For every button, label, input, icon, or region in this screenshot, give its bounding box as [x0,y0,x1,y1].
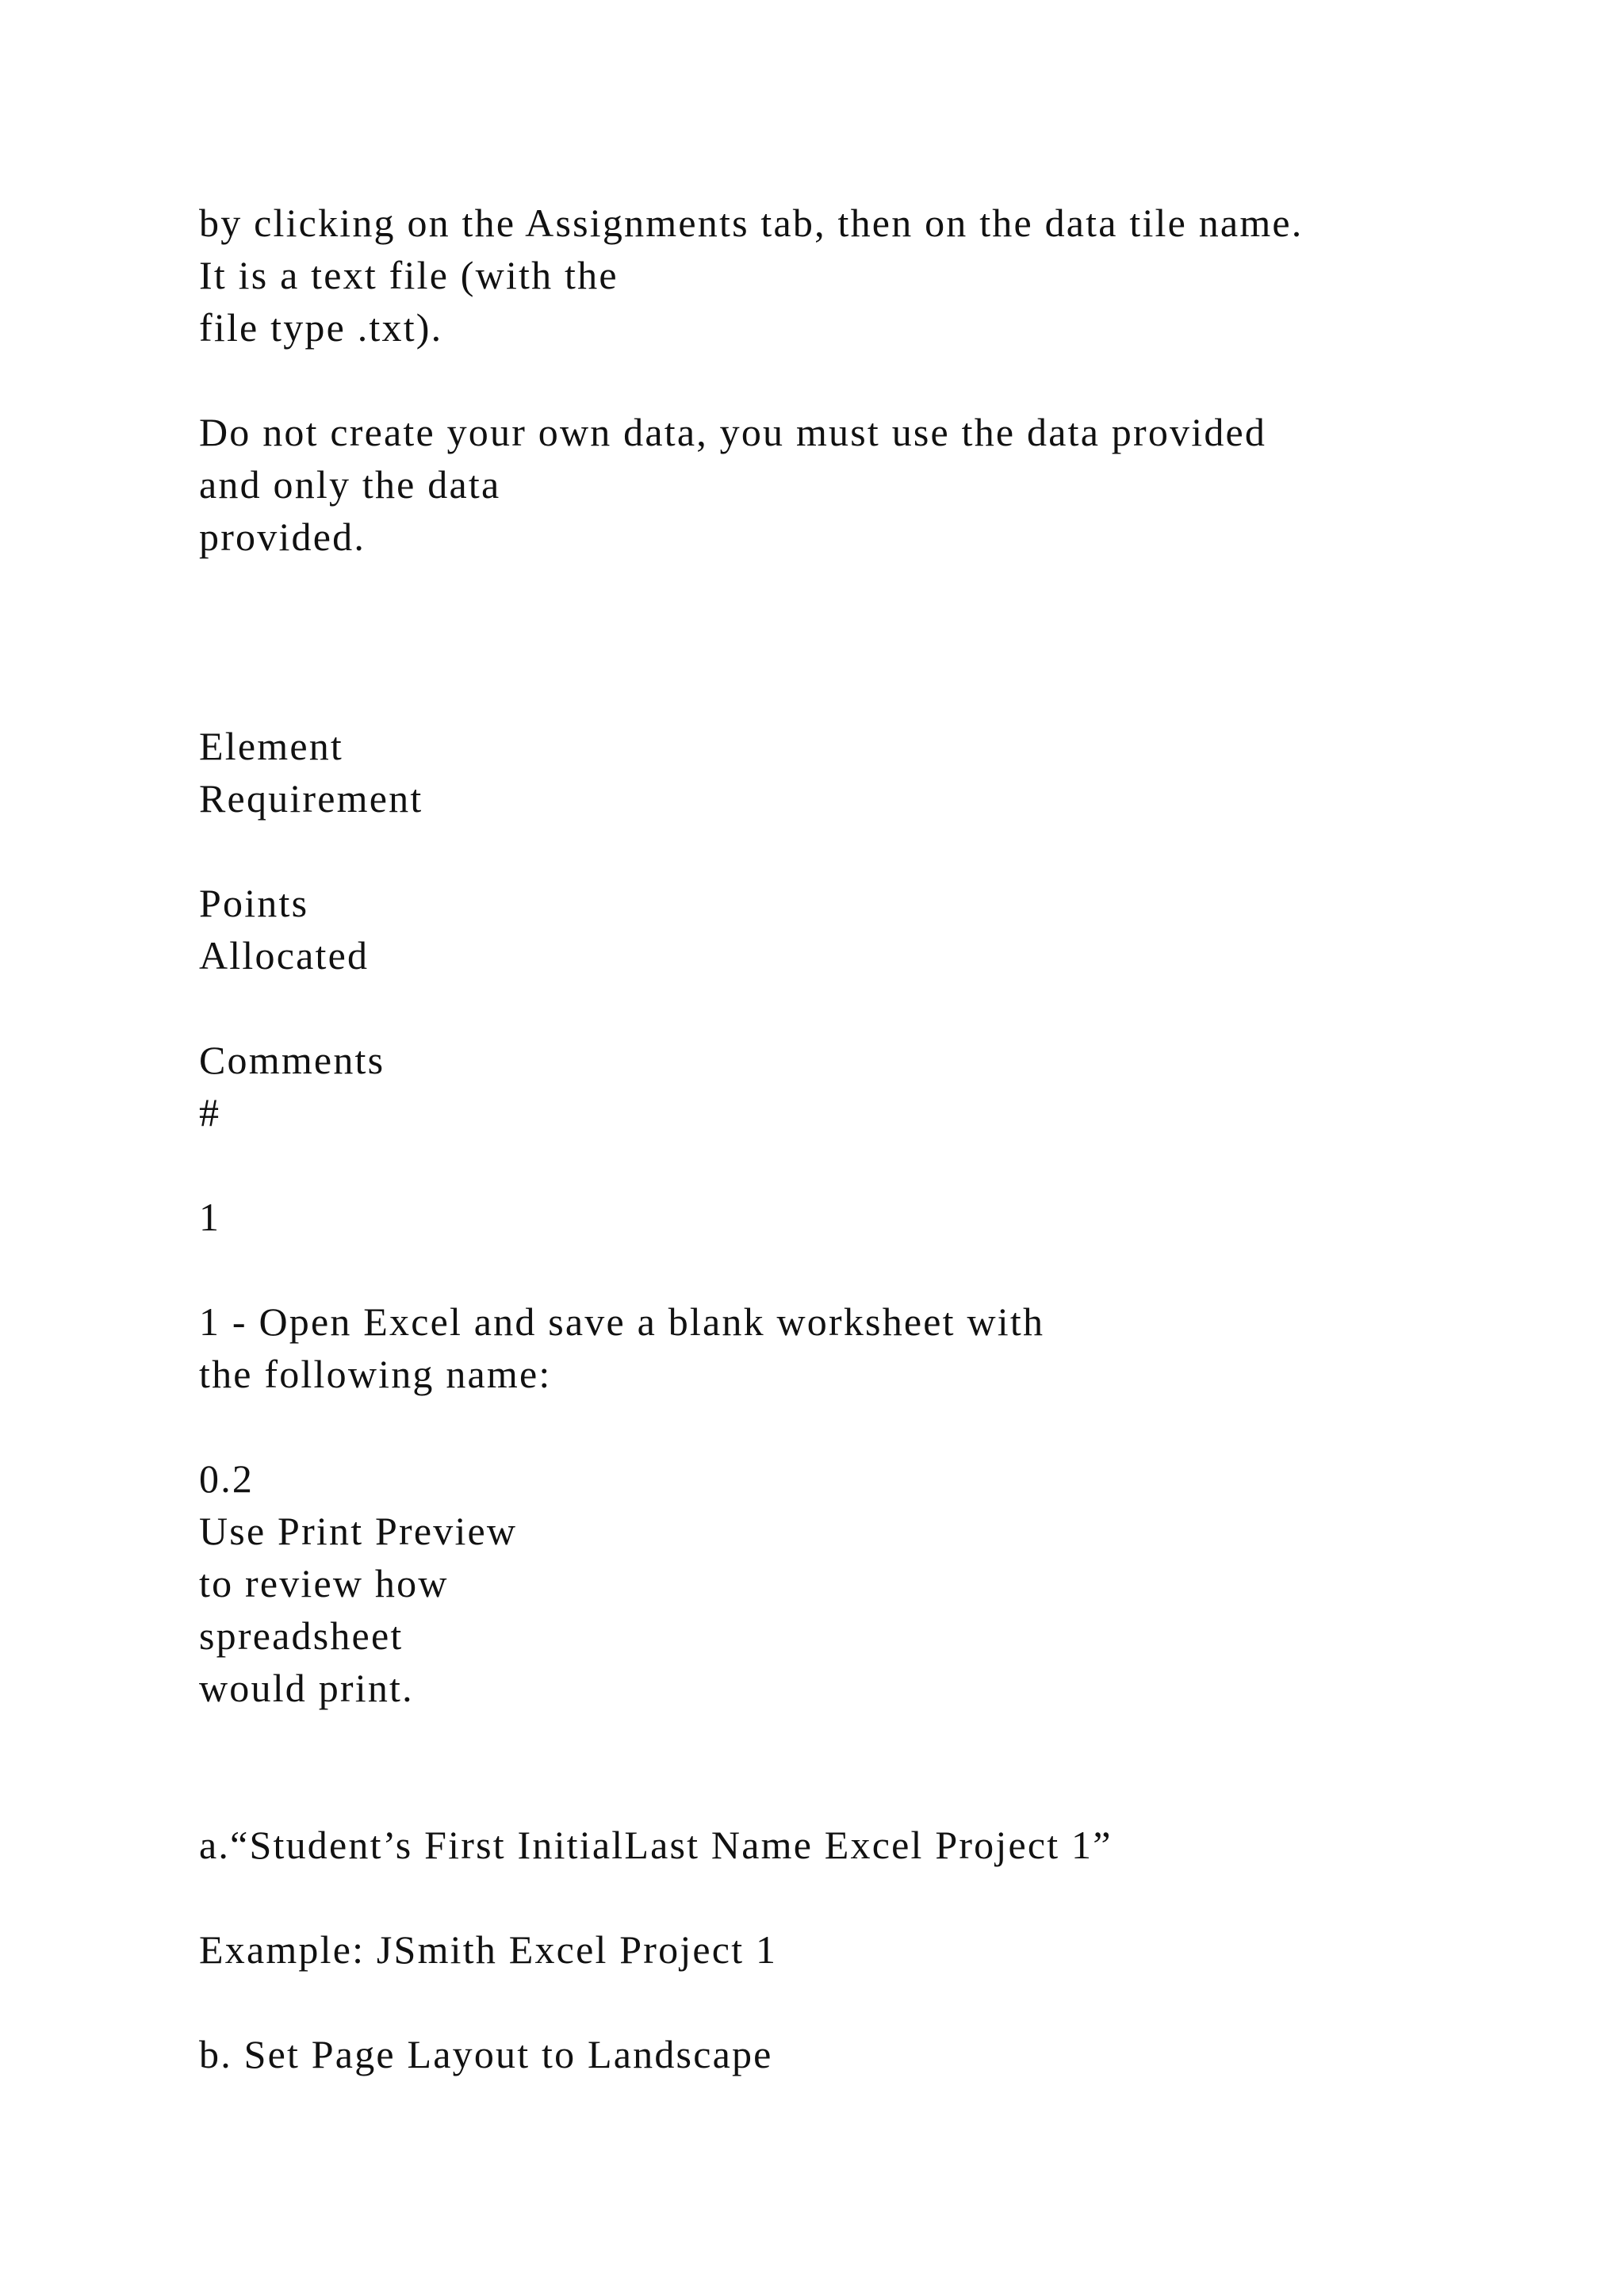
blank-line [199,825,1547,877]
text-line: file type .txt). [199,305,443,350]
blank-line [199,1138,1547,1191]
text-line: provided. [199,515,366,559]
blank-line [199,1400,1547,1452]
comment-text: would print. [199,1666,414,1710]
blank-line [199,615,1547,668]
comment-text: spreadsheet [199,1613,404,1658]
blank-line [199,1714,1547,1766]
blank-line [199,563,1547,615]
comment-text: Use Print Preview [199,1509,518,1553]
requirement-text: a.“Student’s First InitialLast Name Excel Project 1” [199,1823,1113,1867]
requirement-text: 1 - Open Excel and save a blank worksheet with [199,1299,1045,1344]
text-line: and only the data [199,462,501,507]
text-line: Do not create your own data, you must use the data provided [199,410,1267,454]
table-header-allocated: Allocated [199,933,370,978]
blank-line [199,354,1547,406]
blank-line [199,1766,1547,1819]
points-value: 0.2 [199,1456,255,1501]
comment-text: to review how [199,1561,449,1605]
blank-line [199,668,1547,720]
blank-line [199,1976,1547,2028]
requirement-text: the following name: [199,1352,552,1396]
document-text [199,197,1547,2080]
blank-line [199,982,1547,1034]
row-number: 1 [199,1195,221,1239]
blank-line [199,1243,1547,1295]
table-header-points: Points [199,881,309,925]
text-line: It is a text file (with the [199,253,619,297]
requirement-text: b. Set Page Layout to Landscape [199,2032,773,2076]
blank-line [199,1871,1547,1923]
table-header-comments: Comments [199,1038,385,1082]
text-line: by clicking on the Assignments tab, then on the data tile name. [199,201,1304,245]
example-text: Example: JSmith Excel Project 1 [199,1927,778,1972]
table-header-number: # [199,1090,221,1135]
table-header-requirement: Requirement [199,776,423,821]
table-header-element: Element [199,724,344,768]
